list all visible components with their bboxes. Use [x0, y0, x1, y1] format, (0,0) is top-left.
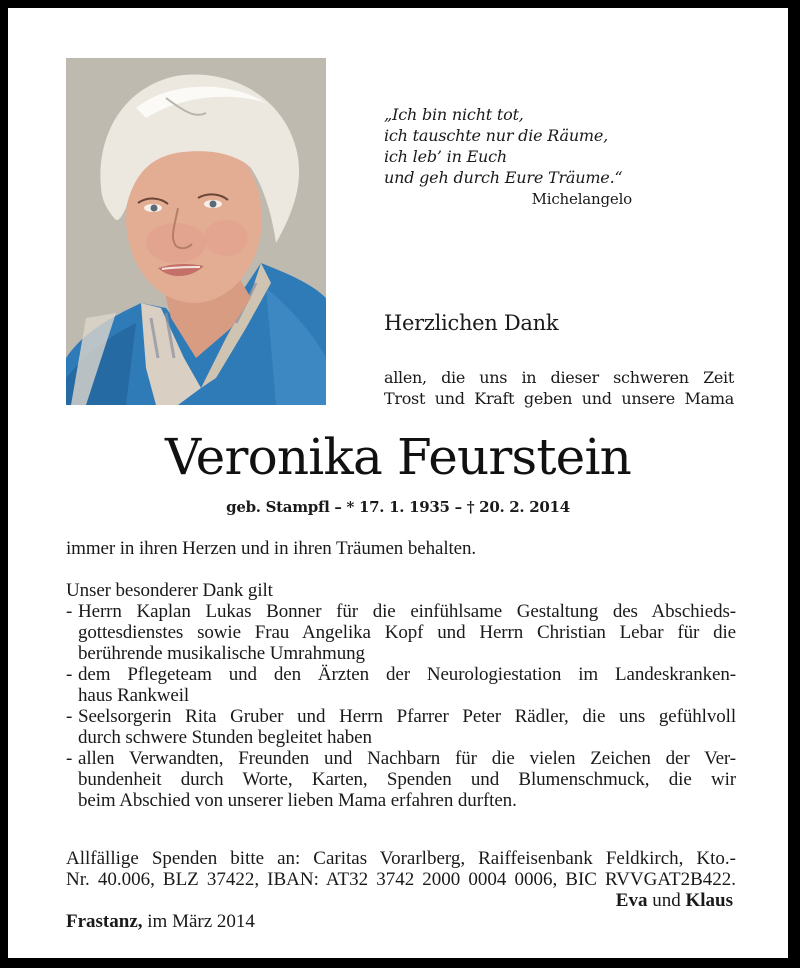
thanks-item-line: dem Pflegeteam und den Ärzten der Neurologiestation im Landeskranken- — [78, 664, 736, 685]
signer-name: Klaus — [685, 890, 733, 911]
thanks-item-line: gottesdienstes sowie Frau Angelika Kopf und Herrn Christian Lebar für die — [78, 622, 736, 643]
continuation-text: immer in ihren Herzen und in ihren Träumen behalten. — [66, 538, 477, 559]
special-thanks-heading: Unser besonderer Dank gilt — [66, 580, 273, 601]
place-date — [66, 911, 255, 933]
deceased-name: Veronika Feurstein — [164, 428, 632, 486]
life-dates: geb. Stampfl – * 17. 1. 1935 – † 20. 2. 2014 — [226, 498, 570, 516]
thanks-item-line: durch schwere Stunden begleitet haben — [78, 727, 372, 748]
list-dash: - — [66, 748, 73, 769]
thanks-intro — [384, 367, 734, 409]
thanks-item — [66, 601, 736, 664]
signers — [616, 890, 733, 912]
thanks-item-line: Herrn Kaplan Lukas Bonner für die einfühlsame Gestaltung des Abschieds- — [78, 601, 736, 622]
thanks-item-line: beim Abschied von unserer lieben Mama erfahren durften. — [78, 790, 517, 811]
thanks-body — [66, 538, 736, 811]
thanks-item — [66, 706, 736, 748]
quote-line: „Ich bin nicht tot, — [384, 105, 524, 124]
signer-conjunction: und — [647, 890, 686, 911]
thanks-item — [66, 664, 736, 706]
quote-line: ich leb’ in Euch — [384, 147, 508, 166]
place-town: Frastanz, — [66, 911, 143, 932]
signer-name: Eva — [615, 890, 648, 911]
list-dash: - — [66, 706, 73, 727]
quote-line: ich tauschte nur die Räume, — [384, 126, 609, 145]
obituary-page — [8, 8, 788, 958]
quote-line: und geh durch Eure Träume.“ — [384, 168, 623, 187]
donation-line: Allfällige Spenden bitte an: Caritas Vorarlberg, Raiffeisenbank Feldkirch, Kto.- — [66, 848, 736, 869]
thanks-intro-line: allen, die uns in dieser schweren Zeit — [384, 368, 734, 387]
thanks-item-line: bundenheit durch Worte, Karten, Spenden und Blumenschmuck, die wir — [78, 769, 736, 790]
thanks-intro-line: Trost und Kraft geben und unsere Mama — [384, 389, 734, 408]
thanks-item-line: allen Verwandten, Freunden und Nachbarn für die vielen Zeichen der Ver- — [78, 748, 736, 769]
thanks-item-line: Seelsorgerin Rita Gruber und Herrn Pfarrer Peter Rädler, die uns gefühlvoll — [78, 706, 736, 727]
donation-line: Nr. 40.006, BLZ 37422, IBAN: AT32 3742 2000 0004 0006, BIC RVVGAT2B422. — [66, 869, 736, 890]
thanks-item — [66, 748, 736, 811]
list-dash: - — [66, 601, 73, 622]
thanks-item-line: haus Rankweil — [78, 685, 190, 706]
thanks-heading: Herzlichen Dank — [384, 311, 559, 335]
portrait-photo — [66, 58, 326, 405]
place-month: im März 2014 — [142, 911, 255, 932]
thanks-item-line: berührende musikalische Umrahmung — [78, 643, 365, 664]
quote-author: Michelangelo — [531, 190, 632, 208]
list-dash: - — [66, 664, 73, 685]
memorial-quote — [384, 104, 622, 188]
donation-info — [66, 848, 736, 890]
